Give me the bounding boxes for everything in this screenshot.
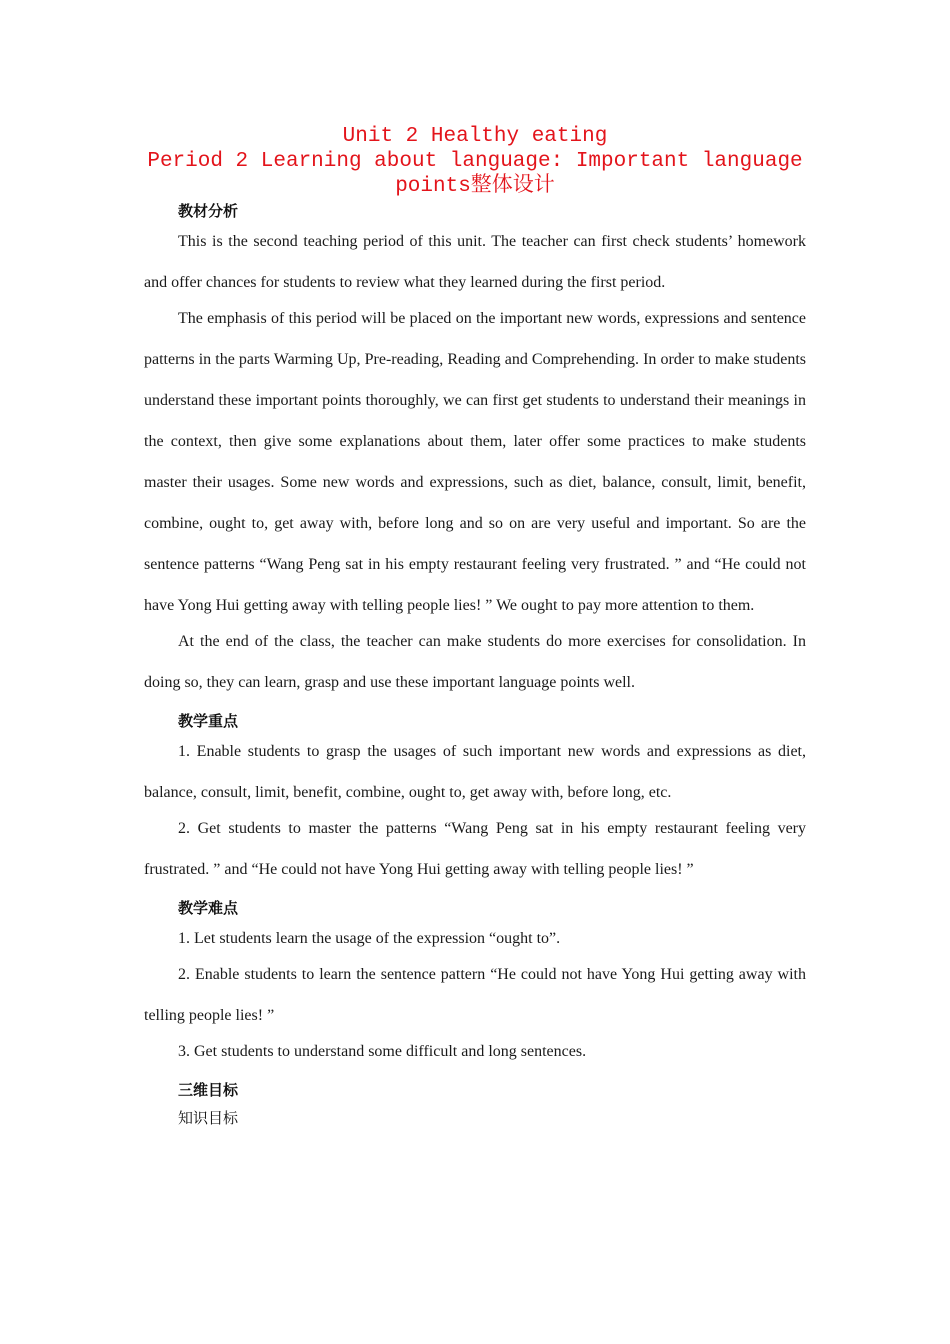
section-heading-difficult-points: 教学难点 (178, 899, 239, 917)
section-heading-analysis: 教材分析 (178, 202, 239, 220)
list-item: 1. Let students learn the usage of the expression “ought to”. (178, 930, 561, 947)
list-item: 3. Get students to understand some difficult and long sentences. (178, 1043, 587, 1060)
section-heading-key-points: 教学重点 (178, 712, 239, 730)
paragraph: This is the second teaching period of this unit. The teacher can first check students’ homework and offer chances for students to review what they learned during the first period. (144, 233, 806, 291)
title-line-3: points整体设计 (395, 175, 555, 198)
title-line-2: Period 2 Learning about language: Important language (147, 150, 803, 173)
document-title (144, 124, 806, 199)
document-body (144, 198, 806, 1133)
title-line-1: Unit 2 Healthy eating (342, 125, 608, 148)
paragraph: The emphasis of this period will be placed on the important new words, expressions and sentence patterns in the parts Warming Up, Pre-reading, Reading and Comprehending. In order to make students understand these important points thoroughly, we can first get students to understand their meanings in the context, then give some explanations about them, later offer some practices to make students master their usages. Some new words and expressions, such as diet, balance, consult, limit, benefit, combine, ought to, get away with, before long and so on are very useful and important. So are the sentence patterns “Wang Peng sat in his empty restaurant feeling very frustrated. ” and “He could not have Yong Hui getting away with telling people lies! ” We ought to pay more attention to them. (144, 310, 806, 614)
section-heading-objectives: 三维目标 (178, 1081, 239, 1099)
list-item: 1. Enable students to grasp the usages of such important new words and expressions as diet, balance, consult, limit, benefit, combine, ought to, get away with, before long, etc. (144, 743, 806, 801)
list-item: 2. Enable students to learn the sentence pattern “He could not have Yong Hui getting away with telling people lies! ” (144, 966, 806, 1024)
list-item: 2. Get students to master the patterns “Wang Peng sat in his empty restaurant feeling very frustrated. ” and “He could not have Yong Hui getting away with telling people lies! ” (144, 820, 806, 878)
paragraph: At the end of the class, the teacher can make students do more exercises for consolidation. In doing so, they can learn, grasp and use these important language points well. (144, 633, 806, 691)
subheading-knowledge-objectives: 知识目标 (178, 1109, 239, 1127)
